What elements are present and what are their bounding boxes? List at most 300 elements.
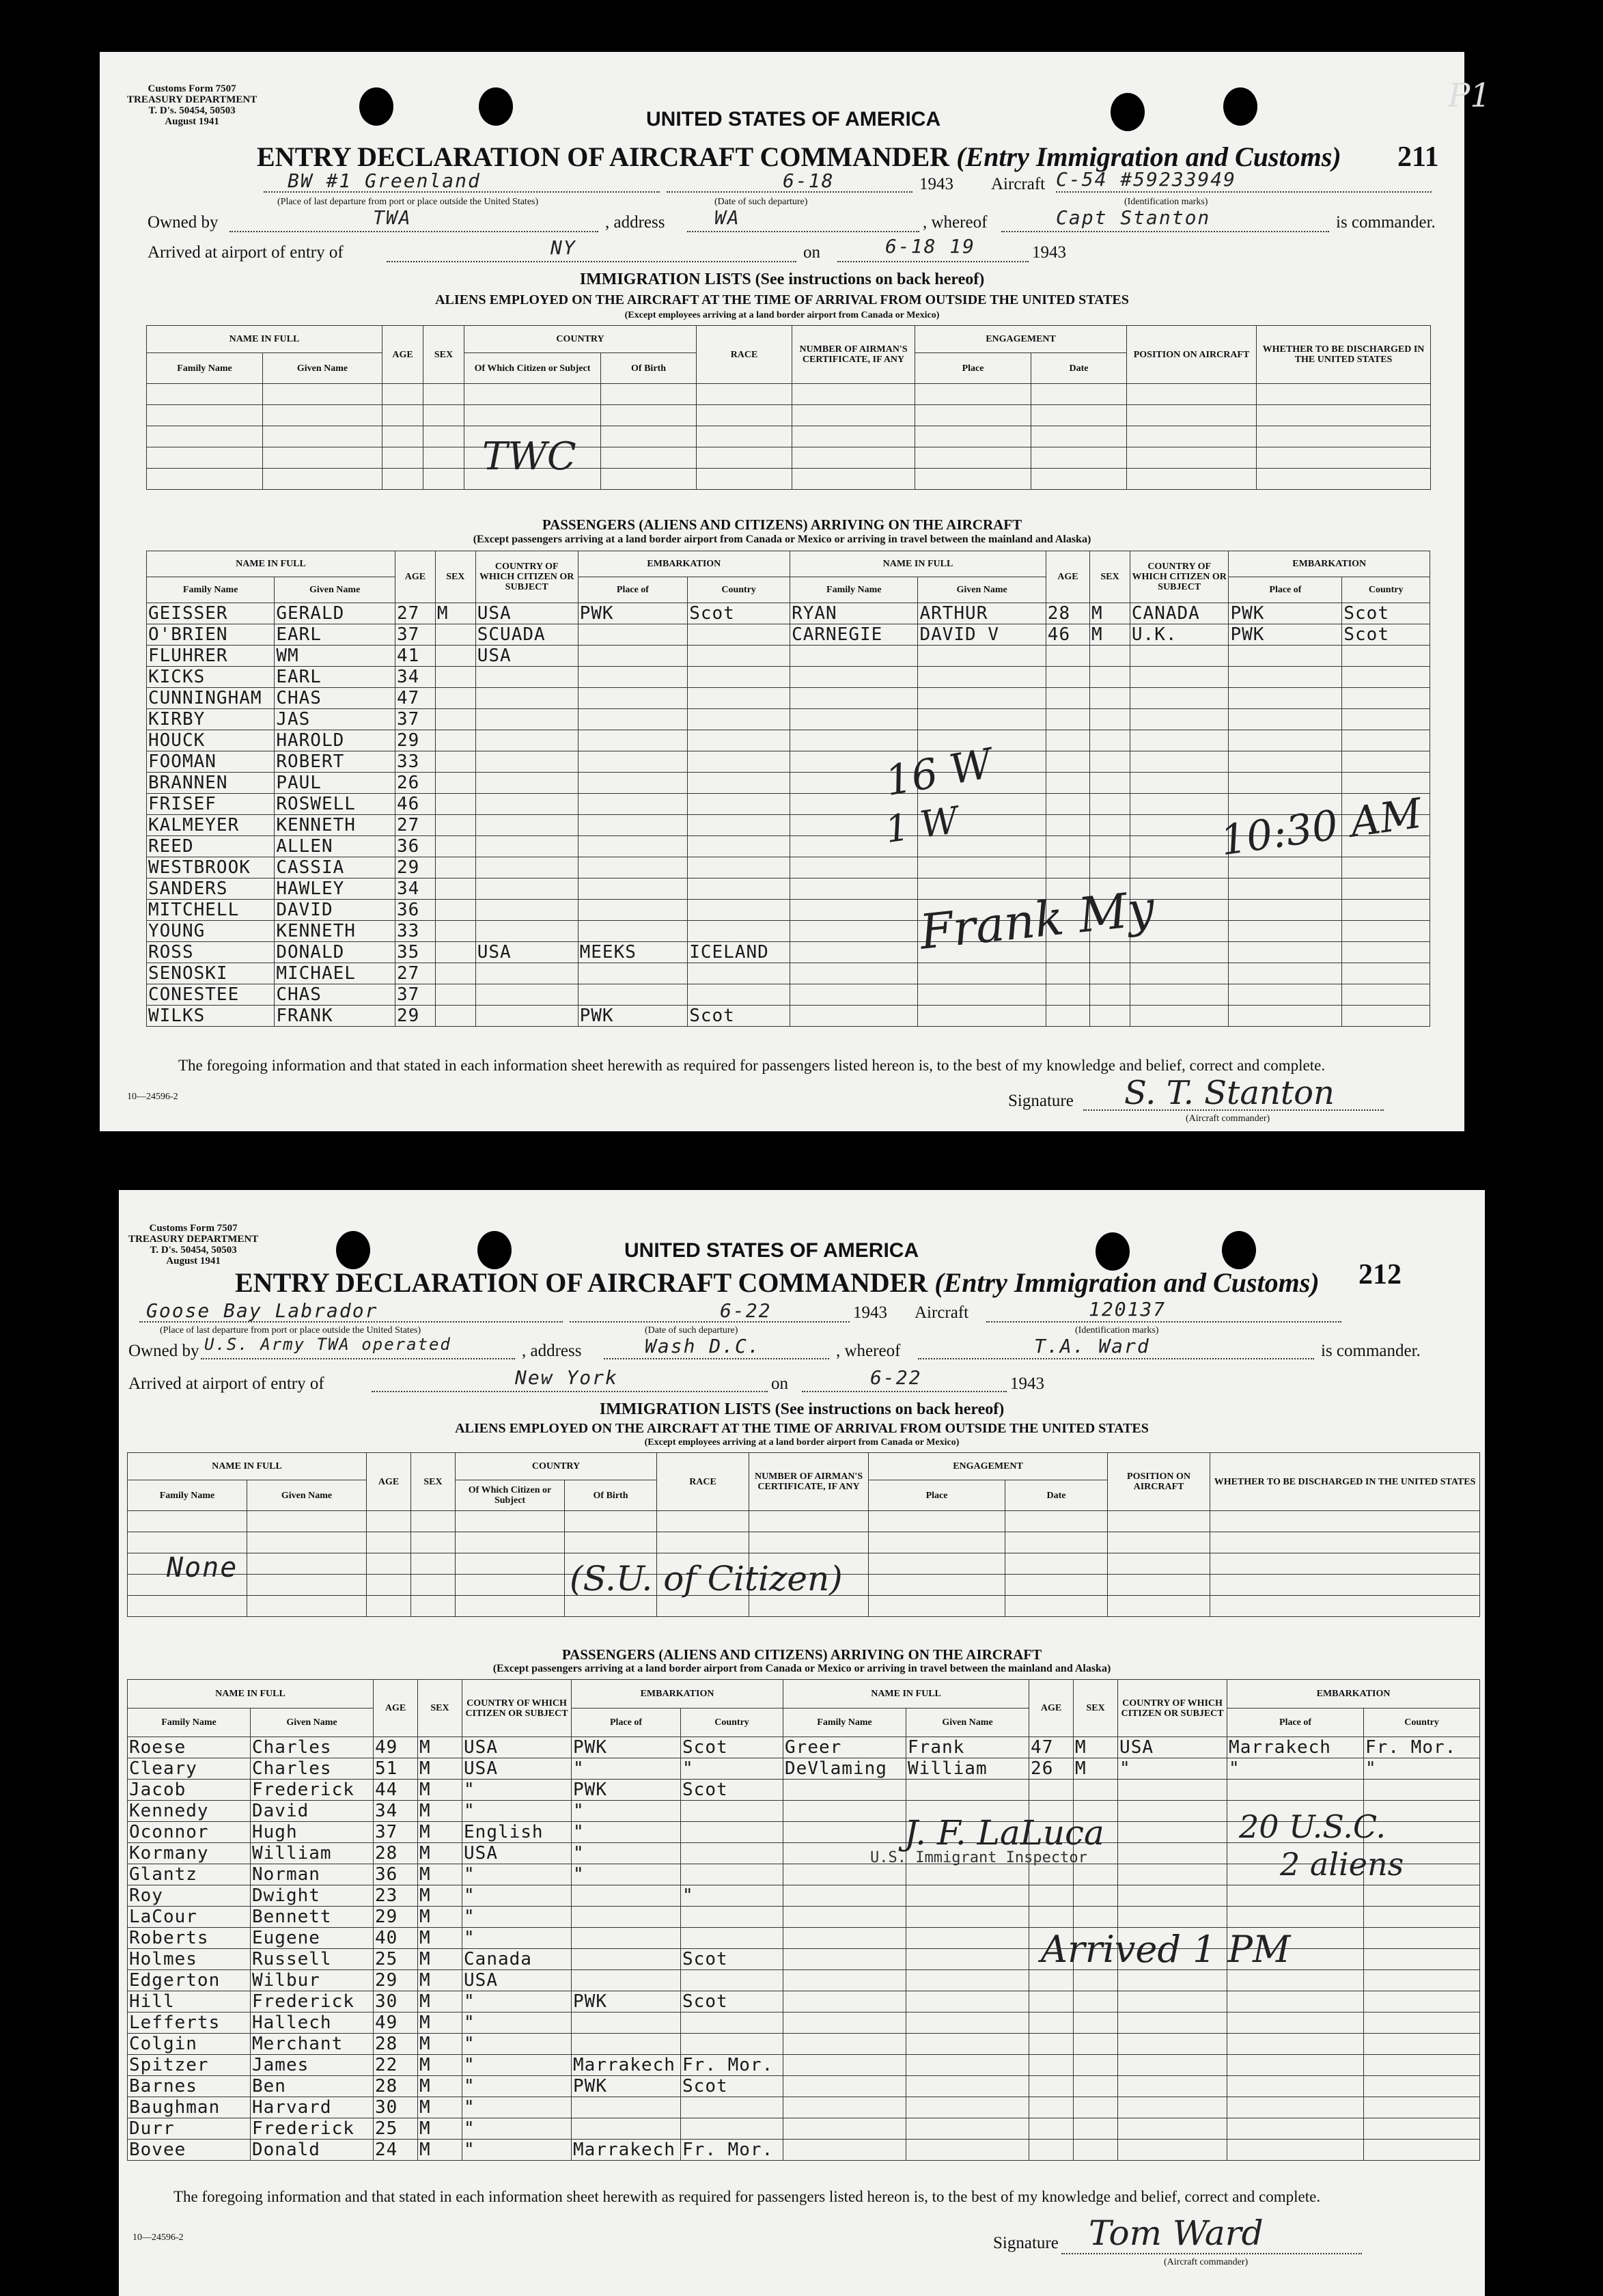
form-line: T. D's. 50454, 50503 — [148, 105, 236, 116]
header-sex: SEX — [435, 551, 475, 603]
cell-embark-country — [688, 624, 790, 646]
cell-embark-place — [1229, 879, 1342, 900]
cell-embark-country: Scot — [681, 1780, 783, 1801]
cell-embark-country — [681, 1801, 783, 1822]
cell-embark-country — [1342, 963, 1430, 984]
cell-citizenship — [1130, 709, 1229, 730]
cell-embark-country: Scot — [688, 603, 790, 624]
cell-citizenship — [1118, 1907, 1227, 1928]
cell-sex — [1074, 2118, 1118, 2140]
commander-signature: Tom Ward — [1089, 2213, 1264, 2253]
cell-family-name: YOUNG — [147, 921, 275, 942]
table-row — [147, 603, 1430, 624]
punch-hole — [1223, 87, 1257, 126]
address-value: Wash D.C. — [645, 1335, 761, 1357]
cell-embark-country: Scot — [681, 1737, 783, 1758]
cell-sex: M — [418, 1949, 462, 1970]
cell-family-name — [783, 2097, 906, 2118]
cell-given-name: FRANK — [275, 1006, 395, 1027]
cell-age: 36 — [395, 836, 436, 857]
header-given-name: Given Name — [247, 1480, 367, 1511]
cell-citizenship: USA — [1118, 1737, 1227, 1758]
cell-age: 36 — [374, 1864, 418, 1885]
cell-embark-place — [578, 921, 688, 942]
cell-family-name: KIRBY — [147, 709, 275, 730]
cell-citizenship — [475, 688, 578, 709]
cell-given-name — [906, 2118, 1029, 2140]
inspector-scrawl: Frank My — [917, 880, 1158, 960]
cell-embark-place: " — [572, 1822, 681, 1843]
cell-citizenship: " — [462, 1801, 572, 1822]
cell-citizenship: " — [1118, 1758, 1227, 1780]
cell-sex — [435, 900, 475, 921]
cell-sex — [435, 709, 475, 730]
cell-embark-place: Marrakech — [572, 2055, 681, 2076]
is-commander-label: is commander. — [1336, 213, 1436, 232]
cell-family-name — [783, 1885, 906, 1907]
cell-sex — [1090, 963, 1130, 984]
cell-citizenship — [1118, 2097, 1227, 2118]
cell-age: 27 — [395, 603, 436, 624]
cell-embark-country — [681, 1822, 783, 1843]
cell-embark-country: " — [681, 1885, 783, 1907]
cell-embark-country — [688, 815, 790, 836]
cell-embark-country — [1342, 942, 1430, 963]
cell-embark-place — [572, 2118, 681, 2140]
cell-sex — [1090, 709, 1130, 730]
cell-embark-country: Scot — [688, 1006, 790, 1027]
header-given-name: Given Name — [918, 577, 1046, 603]
arrived-label: Arrived at airport of entry of — [128, 1374, 324, 1393]
cell-sex — [1074, 2034, 1118, 2055]
header-age: AGE — [1046, 551, 1089, 603]
cell-embark-country — [1364, 1949, 1480, 1970]
cell-age: 49 — [374, 1737, 418, 1758]
header-embarkation: EMBARKATION — [578, 551, 790, 577]
cell-age: 46 — [1046, 624, 1089, 646]
aircraft-id: C-54 #59233949 — [1056, 168, 1237, 191]
table-row — [147, 624, 1430, 646]
cell-sex — [1090, 857, 1130, 879]
cell-embark-place — [1229, 984, 1342, 1006]
header-family-name: Family Name — [128, 1709, 251, 1737]
cell-given-name: CASSIA — [275, 857, 395, 879]
cell-given-name: William — [251, 1843, 374, 1864]
cell-citizenship: " — [462, 2140, 572, 2161]
cell-sex: M — [418, 1907, 462, 1928]
cell-age — [1029, 1864, 1074, 1885]
cell-family-name: Greer — [783, 1737, 906, 1758]
cell-embark-place — [1229, 667, 1342, 688]
cell-embark-country — [1364, 1970, 1480, 1991]
cell-age: 28 — [1046, 603, 1089, 624]
cell-family-name: Glantz — [128, 1864, 251, 1885]
cell-embark-place — [578, 751, 688, 773]
cell-given-name — [906, 2055, 1029, 2076]
cell-citizenship — [1130, 751, 1229, 773]
header-family-name: Family Name — [147, 353, 263, 384]
cell-embark-place — [1229, 773, 1342, 794]
cell-embark-place: " — [572, 1801, 681, 1822]
cell-sex: M — [418, 2034, 462, 2055]
cell-given-name: WM — [275, 646, 395, 667]
cell-sex — [1074, 1885, 1118, 1907]
cell-age — [1046, 688, 1089, 709]
cell-given-name — [906, 1949, 1029, 1970]
cell-given-name: Ben — [251, 2076, 374, 2097]
header-place-of: Place of — [578, 577, 688, 603]
passengers-table — [127, 1679, 1480, 2161]
cell-age — [1046, 773, 1089, 794]
cell-embark-place: PWK — [1229, 624, 1342, 646]
cell-citizenship: " — [462, 1780, 572, 1801]
cell-embark-place: PWK — [578, 1006, 688, 1027]
cell-citizenship — [1118, 2034, 1227, 2055]
cell-family-name: Oconnor — [128, 1822, 251, 1843]
cell-embark-place: PWK — [1229, 603, 1342, 624]
cell-sex: M — [418, 1991, 462, 2013]
cell-family-name: Lefferts — [128, 2013, 251, 2034]
cell-given-name: Charles — [251, 1737, 374, 1758]
cell-embark-place — [1229, 730, 1342, 751]
cell-citizenship — [1130, 984, 1229, 1006]
cell-citizenship: " — [462, 1885, 572, 1907]
aliens-table — [146, 325, 1431, 490]
header-discharged: WHETHER TO BE DISCHARGED IN THE UNITED STATES — [1257, 326, 1431, 384]
punch-hole — [479, 87, 513, 126]
cell-citizenship — [1130, 688, 1229, 709]
header-given-name: Given Name — [263, 353, 382, 384]
cell-family-name: Barnes — [128, 2076, 251, 2097]
cell-embark-place — [578, 794, 688, 815]
arrival-airport: New York — [515, 1366, 618, 1389]
cell-given-name: KENNETH — [275, 921, 395, 942]
aliens-heading: ALIENS EMPLOYED ON THE AIRCRAFT AT THE TIME OF ARRIVAL FROM OUTSIDE THE UNITED STATES — [455, 1421, 1149, 1436]
cell-embark-place — [1227, 2055, 1364, 2076]
cell-embark-place — [1229, 751, 1342, 773]
cell-citizenship — [1118, 2118, 1227, 2140]
cell-sex: M — [1074, 1758, 1118, 1780]
header-age: AGE — [374, 1680, 418, 1737]
cell-embark-country — [681, 2013, 783, 2034]
table-row — [147, 646, 1430, 667]
cell-embark-country: Scot — [1342, 624, 1430, 646]
cell-given-name — [906, 2034, 1029, 2055]
cell-sex — [1074, 1907, 1118, 1928]
cell-age: 34 — [395, 667, 436, 688]
cell-citizenship: USA — [462, 1970, 572, 1991]
cell-given-name — [918, 667, 1046, 688]
cell-citizenship: USA — [475, 942, 578, 963]
page-number: 211 — [1397, 141, 1439, 173]
header-sex: SEX — [1074, 1680, 1118, 1737]
cell-age — [1046, 963, 1089, 984]
cell-embark-country — [1342, 921, 1430, 942]
form-line: August 1941 — [165, 116, 219, 127]
cell-family-name — [790, 1006, 918, 1027]
cell-given-name: EARL — [275, 667, 395, 688]
cell-family-name — [790, 963, 918, 984]
cell-family-name: DeVlaming — [783, 1758, 906, 1780]
form-title-italic: (Entry Immigration and Customs) — [934, 1267, 1320, 1298]
cell-sex: M — [418, 1928, 462, 1949]
cell-given-name — [918, 709, 1046, 730]
cell-age: 26 — [395, 773, 436, 794]
arrival-time-annotation: 10:30 AM — [1217, 789, 1425, 866]
year-field: 1943 — [853, 1303, 887, 1322]
cell-embark-country — [688, 688, 790, 709]
cell-sex: M — [418, 1758, 462, 1780]
cell-embark-country: Scot — [681, 1949, 783, 1970]
form-line: Customs Form 7507 — [149, 1223, 238, 1234]
table-row — [147, 963, 1430, 984]
cell-embark-place — [1229, 900, 1342, 921]
cell-embark-place — [572, 1928, 681, 1949]
header-country-small: Country — [1342, 577, 1430, 603]
cell-citizenship — [475, 709, 578, 730]
cell-sex — [435, 836, 475, 857]
immigration-lists-heading: IMMIGRATION LISTS (See instructions on back hereof) — [579, 271, 985, 288]
cell-embark-country — [688, 879, 790, 900]
cell-sex — [1090, 773, 1130, 794]
cell-sex — [1074, 2076, 1118, 2097]
cell-embark-country: " — [681, 1758, 783, 1780]
cell-embark-place — [578, 709, 688, 730]
owned-by-value: U.S. Army TWA operated — [204, 1335, 451, 1354]
cell-citizenship — [1130, 730, 1229, 751]
cell-family-name — [790, 921, 918, 942]
cell-given-name: ARTHUR — [918, 603, 1046, 624]
header-sex: SEX — [423, 326, 464, 384]
cell-family-name: FLUHRER — [147, 646, 275, 667]
cell-embark-country — [1364, 2055, 1480, 2076]
cell-family-name: SENOSKI — [147, 963, 275, 984]
cell-embark-place — [578, 963, 688, 984]
cell-age: 37 — [395, 624, 436, 646]
cell-age: 26 — [1029, 1758, 1074, 1780]
header-given-name: Given Name — [251, 1709, 374, 1737]
cell-citizenship: Canada — [462, 1949, 572, 1970]
page-number: 212 — [1358, 1259, 1402, 1290]
departure-place-caption: (Place of last departure from port or place outside the United States) — [160, 1325, 421, 1336]
cell-age: 27 — [395, 815, 436, 836]
is-commander-label: is commander. — [1321, 1342, 1421, 1360]
header-airman-certificate: NUMBER OF AIRMAN'S CERTIFICATE, IF ANY — [749, 1453, 869, 1511]
cell-embark-country — [1364, 1991, 1480, 2013]
header-country-small: Country — [681, 1709, 783, 1737]
cell-sex: M — [418, 1780, 462, 1801]
cell-age: 23 — [374, 1885, 418, 1907]
cell-family-name — [783, 2034, 906, 2055]
cell-citizenship — [475, 815, 578, 836]
aliens-subheading: (Except employees arriving at a land border airport from Canada or Mexico) — [624, 310, 940, 320]
cell-family-name — [790, 857, 918, 879]
cell-given-name — [918, 1006, 1046, 1027]
cell-sex — [1074, 2097, 1118, 2118]
header-age: AGE — [382, 326, 423, 384]
cell-age — [1029, 1780, 1074, 1801]
aliens-annotation: TWC — [482, 434, 576, 479]
cell-sex: M — [418, 2055, 462, 2076]
header-name-in-full: NAME IN FULL — [147, 551, 395, 577]
header-family-name: Family Name — [128, 1480, 247, 1511]
cell-age: 37 — [374, 1822, 418, 1843]
cell-embark-place: PWK — [578, 603, 688, 624]
cell-given-name — [918, 857, 1046, 879]
table-row — [128, 1843, 1480, 1864]
cell-age: 27 — [395, 963, 436, 984]
cell-embark-country — [688, 730, 790, 751]
cell-citizenship: USA — [462, 1843, 572, 1864]
signature-label: Signature — [993, 2234, 1059, 2252]
cell-embark-country — [1342, 751, 1430, 773]
cell-given-name: CHAS — [275, 688, 395, 709]
aliens-annotation: (S.U. of Citizen) — [570, 1559, 843, 1599]
cell-citizenship — [1118, 1970, 1227, 1991]
cell-age — [1046, 730, 1089, 751]
passengers-subheading: (Except passengers arriving at a land border airport from Canada or Mexico or arriving in travel between the mainland and Alaska) — [492, 1663, 1111, 1674]
cell-family-name: Bovee — [128, 2140, 251, 2161]
cell-age — [1029, 2118, 1074, 2140]
cell-age: 30 — [374, 2097, 418, 2118]
cell-embark-place — [572, 2097, 681, 2118]
cell-given-name — [906, 2013, 1029, 2034]
cell-age: 22 — [374, 2055, 418, 2076]
arrival-airport: NY — [550, 236, 576, 259]
header-discharged: WHETHER TO BE DISCHARGED IN THE UNITED STATES — [1210, 1453, 1480, 1511]
cell-embark-place: PWK — [572, 1737, 681, 1758]
arrival-time-annotation: Arrived 1 PM — [1041, 1928, 1291, 1971]
header-name-in-full: NAME IN FULL — [128, 1680, 374, 1709]
cell-given-name — [906, 1928, 1029, 1949]
cell-embark-place — [578, 815, 688, 836]
aliens-none: None — [167, 1552, 238, 1583]
table-row — [147, 942, 1430, 963]
cell-sex — [435, 984, 475, 1006]
cell-family-name: BRANNEN — [147, 773, 275, 794]
cell-embark-place — [572, 1907, 681, 1928]
table-row — [147, 751, 1430, 773]
cell-sex — [1090, 751, 1130, 773]
whereof-label: , whereof — [923, 213, 988, 232]
cell-age — [1046, 646, 1089, 667]
cell-given-name: David — [251, 1801, 374, 1822]
cell-family-name: WILKS — [147, 1006, 275, 1027]
cell-embark-country: Fr. Mor. — [681, 2055, 783, 2076]
cell-embark-country — [688, 646, 790, 667]
cell-embark-place — [578, 730, 688, 751]
cell-age: 25 — [374, 2118, 418, 2140]
cell-family-name: Hill — [128, 1991, 251, 2013]
table-row — [128, 2013, 1480, 2034]
punch-hole — [336, 1231, 370, 1269]
header-race: RACE — [657, 1453, 749, 1511]
header-place: Place — [915, 353, 1031, 384]
header-age: AGE — [395, 551, 436, 603]
cell-citizenship — [1118, 1885, 1227, 1907]
cell-given-name: Hallech — [251, 2013, 374, 2034]
cell-embark-place — [1227, 2034, 1364, 2055]
cell-sex: M — [418, 1864, 462, 1885]
table-row — [147, 879, 1430, 900]
table-row — [128, 2076, 1480, 2097]
cell-age — [1046, 815, 1089, 836]
cell-given-name: Frederick — [251, 2118, 374, 2140]
aircraft-id: 120137 — [1089, 1298, 1167, 1320]
header-embarkation: EMBARKATION — [1227, 1680, 1480, 1709]
departure-date: 6-18 — [783, 169, 835, 192]
cell-family-name — [783, 1970, 906, 1991]
cell-embark-country — [681, 1928, 783, 1949]
cell-embark-place — [1227, 1907, 1364, 1928]
table-row — [147, 773, 1430, 794]
table-row — [128, 2118, 1480, 2140]
cell-sex — [1090, 667, 1130, 688]
departure-date-caption: (Date of such departure) — [714, 197, 808, 207]
cell-embark-place — [572, 1970, 681, 1991]
header-place-of: Place of — [572, 1709, 681, 1737]
cell-embark-country — [1342, 667, 1430, 688]
cell-family-name: O'BRIEN — [147, 624, 275, 646]
aircraft-caption: (Identification marks) — [1075, 1325, 1159, 1336]
cell-given-name: HAWLEY — [275, 879, 395, 900]
cell-age: 40 — [374, 1928, 418, 1949]
cell-citizenship: " — [462, 2013, 572, 2034]
header-age: AGE — [367, 1453, 411, 1511]
header-country-citizen: COUNTRY OF WHICH CITIZEN OR SUBJECT — [462, 1680, 572, 1737]
cell-sex — [435, 773, 475, 794]
header-country: COUNTRY — [456, 1453, 657, 1480]
cell-given-name: DONALD — [275, 942, 395, 963]
cell-citizenship — [475, 751, 578, 773]
cell-sex: M — [418, 1970, 462, 1991]
cell-citizenship — [475, 667, 578, 688]
cell-sex — [1090, 794, 1130, 815]
cell-given-name: JAS — [275, 709, 395, 730]
cell-family-name: ROSS — [147, 942, 275, 963]
cell-embark-country — [681, 2034, 783, 2055]
cell-citizenship: " — [462, 2034, 572, 2055]
cell-family-name: SANDERS — [147, 879, 275, 900]
cell-sex: M — [418, 2076, 462, 2097]
cell-given-name: Dwight — [251, 1885, 374, 1907]
header-country: COUNTRY — [464, 326, 697, 353]
header-embarkation: EMBARKATION — [1229, 551, 1430, 577]
cell-citizenship — [1130, 794, 1229, 815]
header-sex: SEX — [418, 1680, 462, 1737]
cell-sex: M — [418, 2118, 462, 2140]
cell-embark-place — [1229, 963, 1342, 984]
header-family-name: Family Name — [783, 1709, 906, 1737]
cell-embark-place — [1227, 1885, 1364, 1907]
year-field: 1943 — [919, 175, 953, 193]
cell-sex — [1090, 815, 1130, 836]
punch-hole — [359, 87, 393, 126]
cell-family-name: Spitzer — [128, 2055, 251, 2076]
aircraft-label: Aircraft — [915, 1303, 969, 1322]
printer-code: 10—24596-2 — [127, 1092, 178, 1102]
cell-age: 41 — [395, 646, 436, 667]
cell-given-name — [918, 963, 1046, 984]
table-row — [128, 1737, 1480, 1758]
header-given-name: Given Name — [275, 577, 395, 603]
cell-sex — [1090, 984, 1130, 1006]
header-embarkation: EMBARKATION — [572, 1680, 783, 1709]
header-position: POSITION ON AIRCRAFT — [1108, 1453, 1210, 1511]
arrived-label: Arrived at airport of entry of — [148, 243, 344, 262]
cell-citizenship: " — [462, 2076, 572, 2097]
cell-age — [1046, 836, 1089, 857]
